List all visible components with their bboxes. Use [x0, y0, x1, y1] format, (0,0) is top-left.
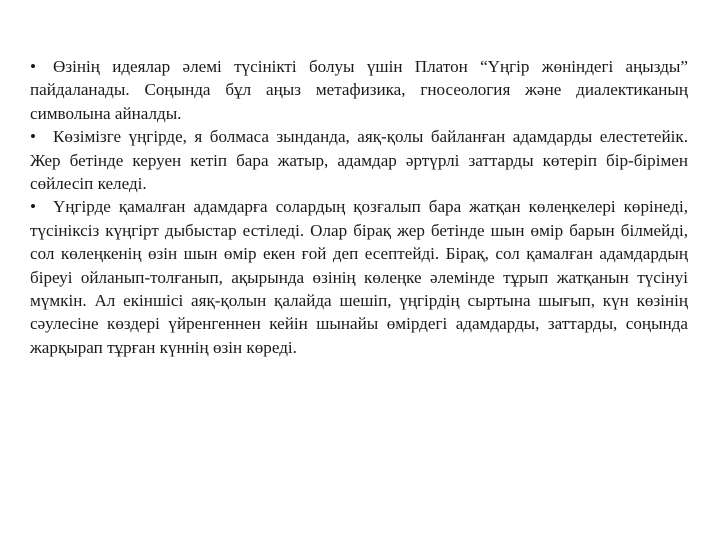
paragraph-text: Үңгірде қамалған адамдарға солардың қозғалып бара жатқан көлеңкелері көрінеді, түсініксіз күңгірт дыбыстар естіледі. Олар бірақ жер бетінде шын өмір барын білмейді, сол көлеңкенің өзін шын өмір екен ғой деп есептейді. Бірақ, сол қамалған адамдардың біреуі ойланып-толғанып, ақырында өзінің көлеңке әлемінде тұрып жатқанын түсінуі мүмкін. Ал екіншісі аяқ-қолын қалайда шешіп, үңгірдің сыртына шығып, күн көзінің сәулесіне көздері үйренгеннен кейін шынайы өмірдегі адамдарды, заттарды, соңында жарқырап тұрған күннің өзін көреді. — [30, 197, 688, 357]
bullet-list — [30, 55, 688, 359]
bullet-icon: • — [30, 57, 36, 76]
paragraph-text: Өзінің идеялар әлемі түсінікті болуы үшін Платон “Үңгір жөніндегі аңызды” пайдаланады. Соңында бұл аңыз метафизика, гносеология және диалектиканың символына айналды. — [30, 57, 688, 123]
bullet-paragraph-3 — [30, 195, 688, 359]
paragraph-text: Көзімізге үңгірде, я болмаса зынданда, аяқ-қолы байланған адамдарды елестетейік. Жер бетінде керуен кетіп бара жатыр, адамдар әртүрлі заттарды көтеріп бір-бірімен сөйлесіп келеді. — [30, 127, 688, 194]
bullet-paragraph-1 — [30, 55, 688, 125]
bullet-icon: • — [30, 197, 36, 217]
bullet-paragraph-2 — [30, 125, 688, 195]
bullet-icon: • — [30, 127, 36, 147]
